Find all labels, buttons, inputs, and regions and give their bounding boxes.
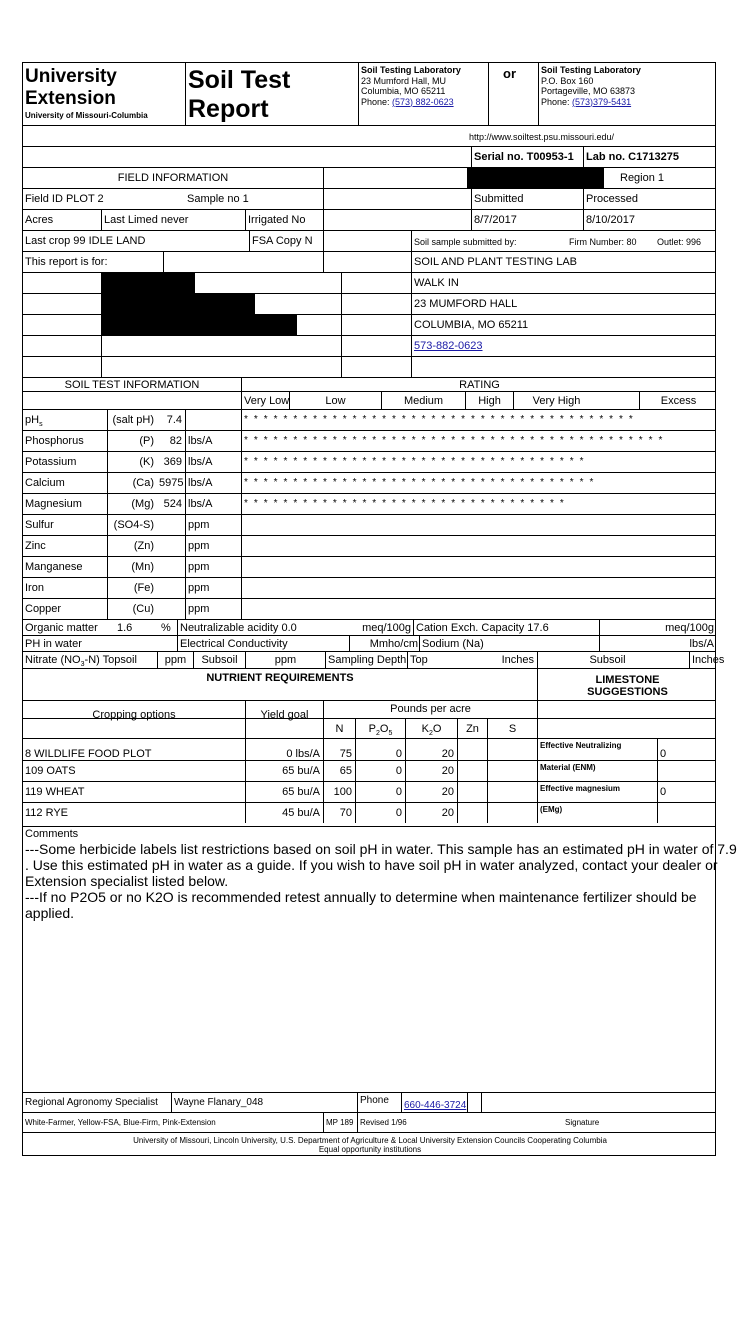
depth-sub-unit: Inches [689, 652, 717, 668]
crop-row [23, 738, 715, 760]
cation-exchange-capacity: Cation Exch. Capacity 17.6 [413, 620, 599, 635]
organic-matter-label: Organic matter [25, 622, 98, 634]
test-name: Copper [25, 603, 62, 615]
phone-label: Phone [357, 1093, 401, 1112]
firm-number: Firm Number: 80 [569, 237, 637, 247]
redacted-block [467, 168, 603, 189]
n-value: 70 [323, 803, 355, 823]
soil-test-row [23, 577, 715, 598]
p2o5-value: 0 [355, 782, 405, 802]
rating-stars: * * * * * * * * * * * * * * * * * * * * * * * * * * * * * * * * * * * * * * * * [241, 410, 717, 430]
rating-stars [241, 536, 717, 556]
soil-test-row [23, 409, 715, 430]
rating-stars: * * * * * * * * * * * * * * * * * * * * * * * * * * * * * * * * * [241, 494, 717, 514]
lab-number: Lab no. C1713275 [583, 147, 717, 167]
lab2-info [541, 65, 641, 107]
processed-label: Processed [583, 189, 717, 209]
last-crop: Last crop 99 IDLE LAND [25, 235, 146, 247]
test-name: Zinc [25, 540, 46, 552]
specialist-row [23, 1092, 715, 1112]
fsa-copy: FSA Copy N [249, 231, 323, 251]
sodium-label: Sodium (Na) [419, 636, 599, 651]
address-row-5 [23, 335, 715, 356]
rating-stars [241, 515, 717, 535]
lab2-addr1: P.O. Box 160 [541, 75, 594, 86]
test-symbol: (SO4-S) [107, 515, 157, 535]
nutrient-heading-row [23, 668, 715, 700]
cec-unit: meq/100g [599, 620, 717, 635]
soil-test-row [23, 493, 715, 514]
depth-top-label: Top [407, 652, 537, 668]
test-unit: lbs/A [185, 431, 241, 451]
test-symbol: (Mn) [107, 557, 157, 577]
acres-label: Acres [25, 214, 54, 226]
test-symbol: (Zn) [107, 536, 157, 556]
test-unit: ppm [185, 557, 241, 577]
lime-label: Effective Neutralizing [537, 739, 657, 760]
sampling-depth-label: Sampling Depth [325, 652, 407, 668]
coop-row [23, 1132, 715, 1157]
n-value: 100 [323, 782, 355, 802]
test-name: Iron [25, 582, 44, 594]
submitted-by-label: Soil sample submitted by: [411, 231, 561, 251]
address-row-6 [23, 356, 715, 377]
address-phone-link[interactable]: 573-882-0623 [411, 336, 717, 356]
test-name: Potassium [25, 456, 77, 468]
test-name: Manganese [25, 561, 83, 573]
level-high: High [465, 392, 513, 409]
redacted-name-2 [101, 293, 255, 315]
crop-row [23, 781, 715, 802]
p2o5-value: 0 [355, 803, 405, 823]
s-value [487, 782, 537, 802]
comments-label: Comments [25, 828, 79, 840]
signature-label: Signature [565, 1118, 600, 1127]
test-symbol: (Ca) [107, 473, 157, 493]
organic-matter-unit: % [161, 622, 171, 634]
copies-row [23, 1112, 715, 1132]
yield-goal-label: Yield goal [245, 701, 323, 718]
report-for-row [23, 251, 715, 272]
zn-value [457, 761, 487, 781]
nitrate-top-unit: ppm [157, 652, 193, 668]
field-info-heading: FIELD INFORMATION [117, 172, 229, 184]
soil-test-heading-row [23, 377, 715, 391]
level-medium: Medium [381, 392, 465, 409]
test-value: 524 [163, 498, 182, 510]
field-id: Field ID PLOT 2 [25, 193, 104, 205]
lab1-info [361, 65, 461, 107]
yield-goal: 65 bu/A [245, 782, 323, 802]
pounds-per-acre-label: Pounds per acre [323, 701, 537, 718]
crop-name: 119 WHEAT [25, 786, 85, 798]
p2o5-value: 0 [355, 739, 405, 760]
rating-heading: RATING [241, 378, 717, 391]
lime-value [657, 803, 717, 823]
report-for-label: This report is for: [25, 256, 108, 268]
website-link[interactable]: http://www.soiltest.psu.missouri.edu/ [469, 132, 615, 142]
comment-line: . Use this estimated pH in water as a guide. If you wish to have soil pH in water analyzed, contact your dealer or [25, 857, 718, 873]
lime-label: Material (ENM) [537, 761, 657, 781]
lab1-phone-label: Phone: [361, 96, 390, 107]
submitted-label: Submitted [471, 189, 583, 209]
neutralizable-acidity-unit: meq/100g [362, 622, 411, 634]
soil-test-row [23, 535, 715, 556]
comment-line: ---Some herbicide labels list restrictions based on soil pH in water. This sample has an estimated pH in water of 7.9 [25, 841, 737, 857]
rating-stars: * * * * * * * * * * * * * * * * * * * * * * * * * * * * * * * * * * * [241, 452, 717, 472]
test-value: 82 [169, 435, 182, 447]
rating-levels-row [23, 391, 715, 409]
depth-subsoil-label: Subsoil [537, 652, 677, 668]
rating-stars [241, 578, 717, 598]
org-line2: Extension [25, 88, 116, 109]
test-unit: ppm [185, 515, 241, 535]
nitrate-row [23, 651, 725, 669]
test-symbol: (K) [107, 452, 157, 472]
crop-row [23, 802, 715, 823]
k2o-value: 20 [405, 782, 457, 802]
test-value: 369 [163, 456, 182, 468]
zn-value [457, 803, 487, 823]
crop-name: 112 RYE [25, 807, 69, 819]
col-s: S [487, 719, 537, 738]
rating-stars: * * * * * * * * * * * * * * * * * * * * * * * * * * * * * * * * * * * * * * * * * * * [241, 431, 717, 451]
test-unit: lbs/A [185, 452, 241, 472]
processed-date: 8/10/2017 [583, 210, 717, 230]
address-line-1: SOIL AND PLANT TESTING LAB [411, 252, 717, 272]
test-value [157, 578, 185, 598]
soil-test-row [23, 556, 715, 577]
copies-distribution: White-Farmer, Yellow-FSA, Blue-Firm, Pink-Extension [25, 1118, 216, 1127]
lab1-addr2: Columbia, MO 65211 [361, 86, 446, 96]
soil-test-heading: SOIL TEST INFORMATION [64, 379, 200, 391]
org-line1: University [25, 66, 117, 87]
crop-row [23, 760, 715, 781]
test-symbol: (Cu) [107, 599, 157, 619]
test-name: Phosphorus [25, 435, 84, 447]
comment-line: ---If no P2O5 or no K2O is recommended retest annually to determine when maintenance fertilizer should be [25, 889, 697, 905]
sample-no: Sample no 1 [187, 193, 249, 205]
n-value: 65 [323, 761, 355, 781]
field-id-row [23, 188, 715, 209]
k2o-value: 20 [405, 761, 457, 781]
test-unit: ppm [185, 599, 241, 619]
col-zn: Zn [457, 719, 487, 738]
submitted-date: 8/7/2017 [471, 210, 583, 230]
nutrient-requirements-heading: NUTRIENT REQUIREMENTS [206, 672, 354, 684]
redacted-name-3 [101, 314, 297, 336]
soil-test-row [23, 514, 715, 535]
nutrient-column-headers [23, 718, 715, 738]
nitrate-sub-unit: ppm [245, 652, 325, 668]
col-n: N [323, 719, 355, 738]
test-unit [185, 410, 241, 430]
cooperating-line: University of Missouri, Lincoln University, U.S. Department of Agriculture & Local University Extension Councils Cooperating Columbia [133, 1136, 607, 1145]
specialist-label: Regional Agronomy Specialist [25, 1097, 158, 1108]
lab2-phone-label: Phone: [541, 96, 570, 107]
lab1-addr1: 23 Mumford Hall, MU [361, 75, 447, 86]
specialist-name: Wayne Flanary_048 [171, 1093, 357, 1112]
yield-goal: 65 bu/A [245, 761, 323, 781]
address-line-2: WALK IN [411, 273, 717, 293]
test-value [157, 557, 185, 577]
soil-test-row [23, 472, 715, 493]
acres-row [23, 209, 715, 230]
specialist-phone-link[interactable]: 660-446-3724 [401, 1093, 467, 1112]
mp-number: MP 189 [323, 1113, 357, 1132]
test-symbol: (Mg) [107, 494, 157, 514]
test-unit: ppm [185, 578, 241, 598]
s-value [487, 803, 537, 823]
irrigated: Irrigated No [245, 210, 323, 230]
s-value [487, 761, 537, 781]
test-name: $pH_s$ [25, 414, 43, 429]
test-value [157, 515, 185, 535]
outlet: Outlet: 996 [657, 237, 702, 247]
nutrient-colgroup-row [23, 700, 715, 721]
col-k2o: $K_2O$ [405, 719, 457, 738]
lime-value [657, 761, 717, 781]
region: Region 1 [603, 168, 717, 188]
serial-number: Serial no. T00953-1 [471, 147, 583, 167]
ec-unit: Mmho/cm [349, 636, 419, 651]
field-info-heading-row [23, 167, 715, 188]
cropping-options-label: Cropping options [92, 709, 176, 721]
test-name: Magnesium [25, 498, 82, 510]
rating-stars [241, 557, 717, 577]
revised: Revised 1/96 [357, 1113, 417, 1132]
comments-text [25, 841, 737, 921]
lab1-phone-link[interactable]: (573) 882-0623 [392, 96, 454, 107]
url-row [23, 125, 715, 146]
or-label: or [503, 66, 516, 81]
yield-goal: 45 bu/A [245, 803, 323, 823]
lab2-name: Soil Testing Laboratory [541, 65, 641, 75]
lime-label: Effective magnesium [537, 782, 657, 802]
last-limed: Last Limed never [101, 210, 245, 230]
test-value: 7.4 [166, 414, 182, 426]
organic-matter-value: 1.6 [117, 622, 133, 634]
rating-stars: * * * * * * * * * * * * * * * * * * * * * * * * * * * * * * * * * * * * [241, 473, 717, 493]
soil-test-report [22, 62, 737, 1156]
address-line-3: 23 MUMFORD HALL [411, 294, 717, 314]
test-name: Sulfur [25, 519, 54, 531]
limestone-heading: LIMESTONE SUGGESTIONS [537, 669, 717, 700]
organic-matter-row [23, 619, 715, 635]
test-symbol: (salt pH) [107, 410, 157, 430]
lime-label: (EMg) [537, 803, 657, 823]
org-subtitle: University of Missouri-Columbia [25, 111, 148, 120]
lab2-addr2: Portageville, MO 63873 [541, 86, 636, 96]
last-crop-row [23, 230, 715, 251]
test-unit: lbs/A [185, 473, 241, 493]
level-very-low: Very Low [241, 392, 289, 409]
address-line-4: COLUMBIA, MO 65211 [411, 315, 717, 335]
rating-stars [241, 599, 717, 619]
soil-test-row [23, 430, 715, 451]
lab2-phone-link[interactable]: (573)379-5431 [572, 96, 632, 107]
p2o5-value: 0 [355, 761, 405, 781]
sodium-unit: lbs/A [599, 636, 717, 651]
crop-name: 109 OATS [25, 765, 76, 777]
test-value: 5975 [159, 477, 184, 489]
crop-name: 8 WILDLIFE FOOD PLOT [25, 748, 152, 760]
k2o-value: 20 [405, 803, 457, 823]
zn-value [457, 782, 487, 802]
depth-top-unit: Inches [501, 654, 534, 666]
equal-opportunity: Equal opportunity institutions [318, 1145, 422, 1154]
nitrate-label: Nitrate $(NO_3-N)$ Topsoil [25, 654, 137, 669]
serial-row [23, 146, 715, 167]
report-header [23, 63, 715, 125]
lime-value: 0 [657, 739, 717, 760]
org-name [25, 66, 117, 110]
level-very-high: Very High [513, 392, 639, 409]
comment-line: Extension specialist listed below. [25, 873, 229, 889]
level-excess: Excess [639, 392, 717, 409]
neutralizable-acidity: Neutralizable acidity 0.0 [177, 620, 413, 635]
test-symbol: (P) [107, 431, 157, 451]
ph-water-row [23, 635, 715, 651]
nitrate-subsoil-label: Subsoil [193, 652, 245, 668]
test-name: Calcium [25, 477, 65, 489]
level-low: Low [289, 392, 381, 409]
yield-goal: 0 lbs/A [245, 739, 323, 760]
ph-water-label: PH in water [25, 638, 82, 650]
soil-test-row [23, 598, 715, 619]
lime-value: 0 [657, 782, 717, 802]
title-line2: Report [188, 95, 269, 123]
soil-test-row [23, 451, 715, 472]
title-line1: Soil Test [188, 66, 291, 94]
s-value [487, 739, 537, 760]
electrical-conductivity-label: Electrical Conductivity [177, 636, 349, 651]
comment-line: applied. [25, 905, 75, 921]
col-p2o5: $P_2O_5$ [355, 719, 405, 738]
test-value [157, 599, 185, 619]
redacted-name-1 [101, 272, 195, 293]
test-value [157, 536, 185, 556]
comments-section [23, 826, 737, 1092]
test-unit: ppm [185, 536, 241, 556]
test-symbol: (Fe) [107, 578, 157, 598]
lab1-name: Soil Testing Laboratory [361, 65, 461, 75]
k2o-value: 20 [405, 739, 457, 760]
n-value: 75 [323, 739, 355, 760]
zn-value [457, 739, 487, 760]
test-unit: lbs/A [185, 494, 241, 514]
report-title [188, 66, 290, 124]
